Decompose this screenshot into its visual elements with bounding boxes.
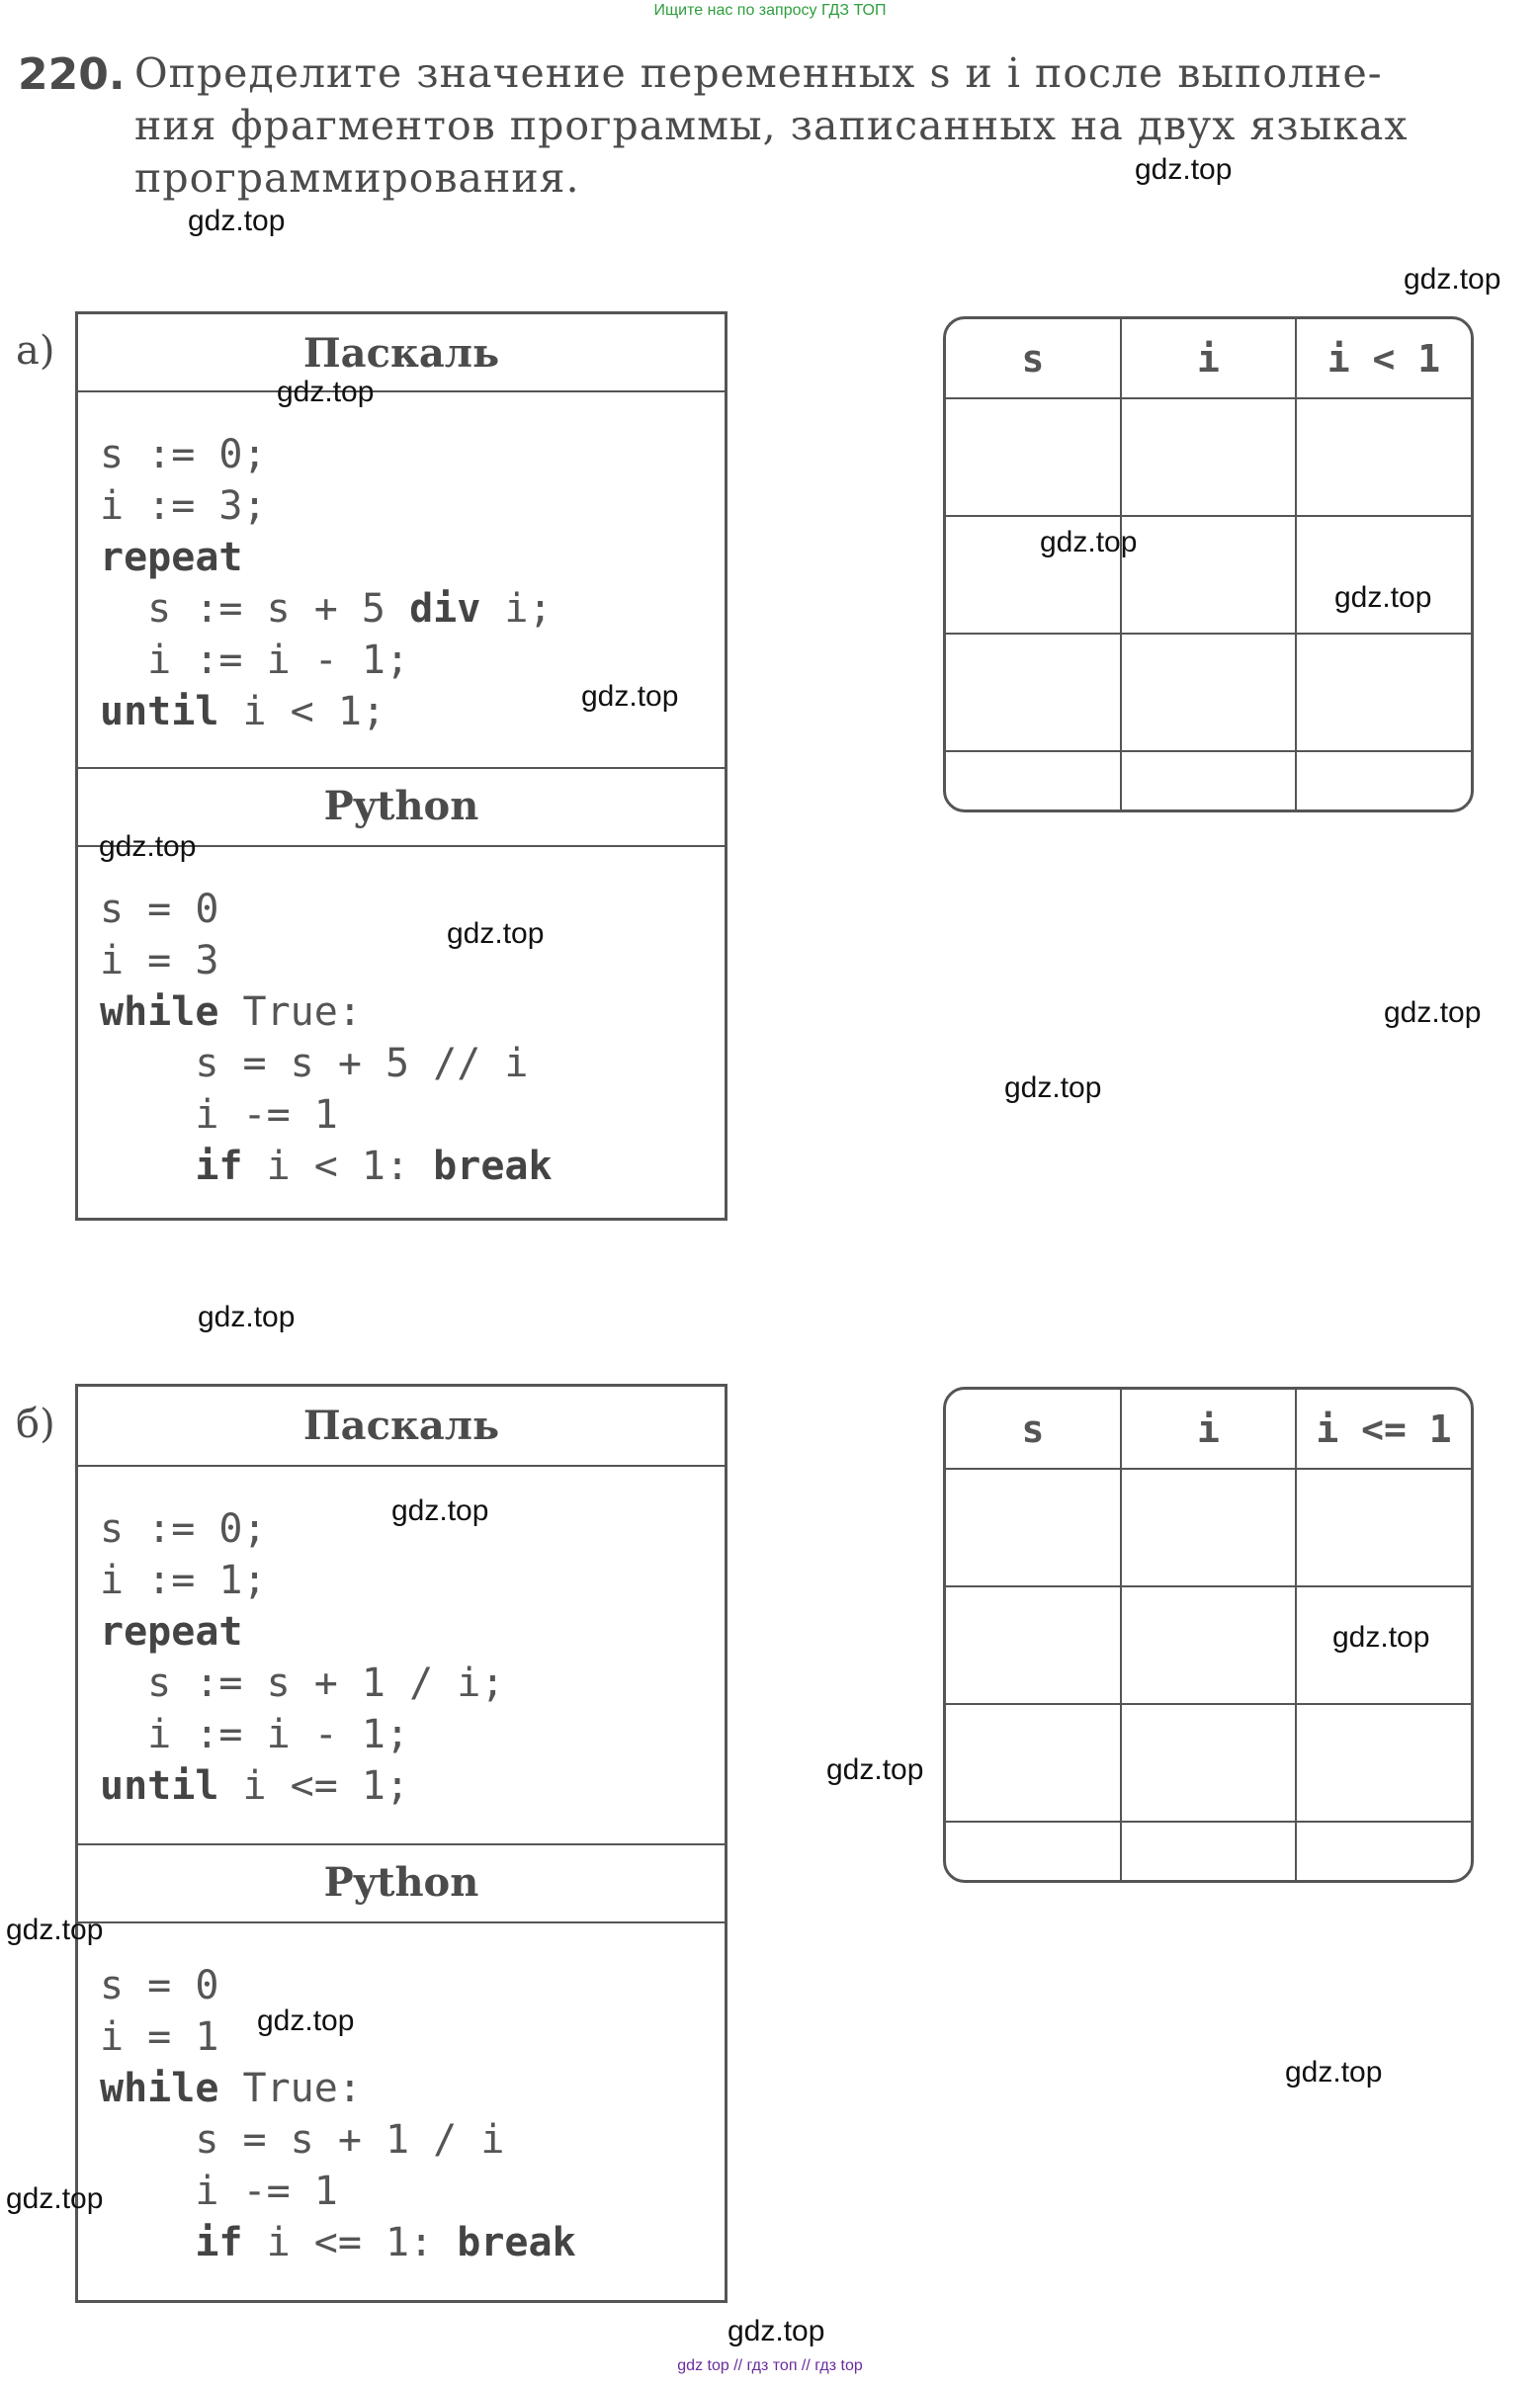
code-text: s = s + 1 / i [100, 2117, 505, 2163]
divider [78, 1465, 725, 1467]
table-cell[interactable] [946, 751, 1121, 810]
watermark: gdz.top [99, 830, 197, 863]
table-cell[interactable] [1296, 1822, 1471, 1880]
code-text: i = 3 [100, 938, 219, 983]
code-line [100, 1606, 504, 1658]
task-line-1: Определите значение переменных s и i после выполне- [134, 49, 1383, 97]
part-a-code-box [75, 311, 727, 1221]
watermark: gdz.top [581, 680, 679, 713]
part-b-pascal-header: Паскаль [302, 1403, 500, 1449]
part-b-pascal-code [100, 1503, 504, 1812]
code-text: s = s + 5 // i [100, 1041, 529, 1086]
code-text: i < 1; [218, 689, 385, 734]
top-note: Ищите нас по запросу ГДЗ ТОП [653, 2, 887, 19]
table-cell[interactable] [1121, 751, 1296, 810]
table-cell[interactable] [946, 1704, 1121, 1822]
code-keyword: repeat [100, 1609, 243, 1655]
table-header-s: s [946, 1390, 1121, 1469]
code-line [100, 1089, 553, 1141]
part-a-python-header: Python [323, 783, 479, 829]
bottom-note: gdz top // гдз топ // гдз top [677, 2357, 863, 2374]
code-text: s := 0; [100, 1506, 267, 1552]
code-text: s := s + 1 / i; [100, 1661, 505, 1706]
part-a-pascal-header: Паскаль [302, 330, 500, 377]
table-cell[interactable] [1121, 516, 1296, 634]
code-text [100, 2220, 195, 2265]
watermark: gdz.top [1285, 2056, 1383, 2089]
table-header-i: i [1121, 1390, 1296, 1469]
code-text: i = 1 [100, 2014, 219, 2060]
table-cell[interactable] [1121, 634, 1296, 751]
table-cell[interactable] [1121, 1704, 1296, 1822]
code-keyword: if [195, 2220, 243, 2265]
watermark: gdz.top [188, 205, 286, 237]
divider [78, 767, 725, 769]
table-cell[interactable] [1296, 1469, 1471, 1586]
code-line [100, 1555, 504, 1606]
code-line [100, 480, 553, 532]
code-text: s := 0; [100, 432, 267, 477]
table-cell[interactable] [946, 1469, 1121, 1586]
task-number: 220. [18, 49, 126, 100]
table-cell[interactable] [946, 1586, 1121, 1704]
code-line [100, 635, 553, 686]
code-text: i <= 1; [218, 1763, 410, 1809]
table-cell[interactable] [1121, 1469, 1296, 1586]
table-cell[interactable] [1121, 398, 1296, 516]
table-cell[interactable] [1296, 516, 1471, 634]
watermark: gdz.top [1004, 1071, 1102, 1104]
table-cell[interactable] [946, 634, 1121, 751]
table-cell[interactable] [1296, 1704, 1471, 1822]
code-line [100, 1658, 504, 1709]
code-text: i <= 1: [242, 2220, 458, 2265]
code-line [100, 532, 553, 583]
watermark: gdz.top [1135, 153, 1233, 186]
code-line [100, 2217, 576, 2268]
code-keyword: until [100, 1763, 219, 1809]
part-b-python-header: Python [323, 1859, 479, 1906]
table-cell[interactable] [1296, 751, 1471, 810]
table-header-condition: i <= 1 [1296, 1390, 1471, 1469]
code-text: s := s + 5 [100, 586, 410, 632]
code-text: i; [480, 586, 553, 632]
code-text: i := 1; [100, 1558, 267, 1603]
code-line [100, 986, 553, 1038]
part-b-label: б) [16, 1402, 55, 1447]
task-line-2: ния фрагментов программы, записанных на двух языках [134, 102, 1409, 149]
code-line [100, 2114, 576, 2166]
table-cell[interactable] [1121, 1822, 1296, 1880]
watermark: gdz.top [1332, 1621, 1430, 1654]
watermark: gdz.top [6, 1914, 104, 1946]
divider [78, 390, 725, 392]
watermark: gdz.top [1384, 996, 1482, 1029]
code-keyword: break [433, 1144, 553, 1189]
part-a-label: а) [16, 328, 55, 374]
code-keyword: until [100, 689, 219, 734]
code-keyword: div [409, 586, 481, 632]
code-keyword: repeat [100, 535, 243, 580]
code-text: s = 0 [100, 1963, 219, 2008]
table-cell[interactable] [1296, 634, 1471, 751]
code-line [100, 686, 553, 737]
code-line [100, 1038, 553, 1089]
divider [78, 1843, 725, 1845]
table-cell[interactable] [946, 1822, 1121, 1880]
code-line [100, 2063, 576, 2114]
watermark: gdz.top [277, 376, 375, 408]
table-cell[interactable] [1296, 398, 1471, 516]
code-text: True: [218, 2066, 362, 2111]
table-header-s: s [946, 319, 1121, 398]
watermark: gdz.top [257, 2004, 355, 2037]
task-line-3: программирования. [134, 154, 580, 202]
watermark: gdz.top [727, 2315, 825, 2347]
part-a-answer-table [943, 316, 1474, 812]
code-text: s = 0 [100, 887, 219, 932]
watermark: gdz.top [1334, 581, 1432, 614]
code-text: i := i - 1; [100, 1712, 410, 1757]
code-keyword: while [100, 2066, 219, 2111]
watermark: gdz.top [447, 917, 545, 950]
table-header-condition: i < 1 [1296, 319, 1471, 398]
code-keyword: break [457, 2220, 576, 2265]
code-line [100, 1709, 504, 1760]
code-keyword: if [195, 1144, 243, 1189]
part-a-pascal-code [100, 429, 553, 737]
table-cell[interactable] [946, 398, 1121, 516]
code-line [100, 2166, 576, 2217]
code-text: i < 1: [242, 1144, 434, 1189]
watermark: gdz.top [1404, 263, 1501, 296]
divider [78, 1921, 725, 1923]
code-line [100, 1141, 553, 1192]
code-text: True: [218, 989, 362, 1035]
watermark: gdz.top [6, 2182, 104, 2215]
code-keyword: while [100, 989, 219, 1035]
code-line [100, 1760, 504, 1812]
watermark: gdz.top [1040, 526, 1138, 558]
code-line [100, 583, 553, 635]
code-text: i := 3; [100, 483, 267, 529]
watermark: gdz.top [198, 1301, 296, 1333]
watermark: gdz.top [391, 1494, 489, 1527]
watermark: gdz.top [826, 1753, 924, 1786]
table-header-i: i [1121, 319, 1296, 398]
code-text: i -= 1 [100, 2169, 338, 2214]
code-text [100, 1144, 195, 1189]
table-cell[interactable] [1121, 1586, 1296, 1704]
code-text: i := i - 1; [100, 638, 410, 683]
code-text: i -= 1 [100, 1092, 338, 1138]
code-line [100, 429, 553, 480]
